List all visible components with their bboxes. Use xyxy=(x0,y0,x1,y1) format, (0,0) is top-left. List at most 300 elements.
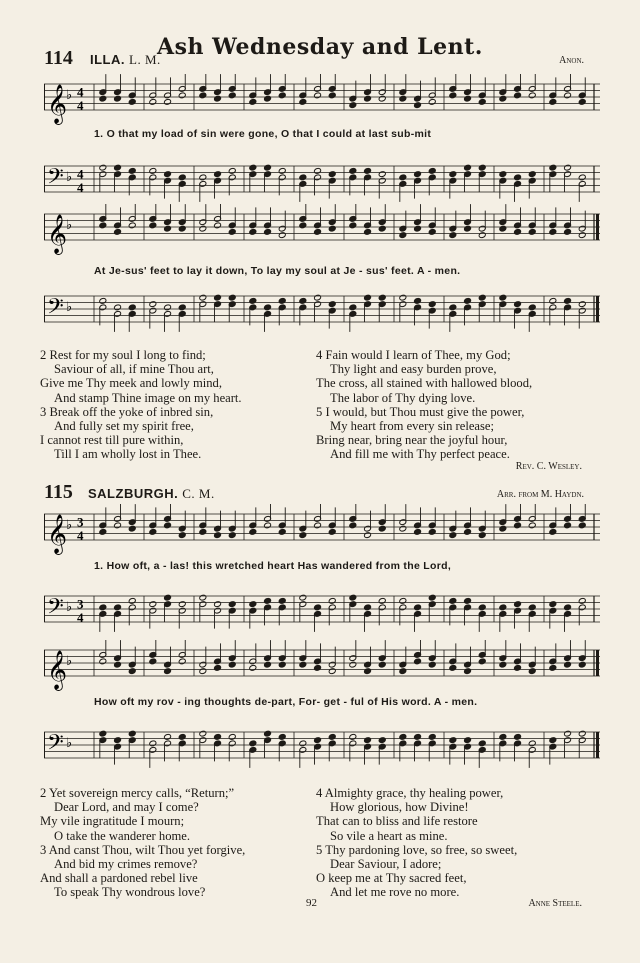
time-signature-icon: 3 xyxy=(77,596,84,612)
note-head xyxy=(114,304,122,311)
note-head xyxy=(199,174,207,181)
key-signature-flat-icon: ♭ xyxy=(66,600,73,615)
note-head xyxy=(228,228,236,235)
clef-icon: 𝄞 xyxy=(47,514,68,554)
verse-line: 5 Thy pardoning love, so free, so sweet, xyxy=(316,842,518,857)
note-head xyxy=(278,733,286,740)
note-head xyxy=(128,668,136,675)
note-head xyxy=(414,604,422,611)
note-head xyxy=(314,737,322,744)
note-head xyxy=(414,528,422,535)
time-signature-icon: 3 xyxy=(77,514,84,530)
note-head xyxy=(478,294,486,301)
note-head xyxy=(499,294,507,301)
note-head xyxy=(364,228,372,235)
note-head xyxy=(199,528,207,535)
note-head xyxy=(114,661,122,668)
verse-line: To speak Thy wondrous love? xyxy=(54,885,206,900)
note-head xyxy=(199,92,207,99)
key-signature-flat-icon: ♭ xyxy=(66,300,73,315)
note-head xyxy=(449,232,457,239)
note-head xyxy=(199,225,207,232)
note-head xyxy=(328,668,336,675)
note-head xyxy=(249,664,257,671)
note-head xyxy=(428,661,436,668)
note-head xyxy=(164,733,172,740)
note-head xyxy=(414,225,422,232)
note-head xyxy=(378,294,386,301)
note-head xyxy=(378,737,386,744)
note-head xyxy=(99,297,107,304)
tune-name: ILLA. L. M. xyxy=(90,52,161,67)
lyric-line: 1. How oft, a - las! this wretched heart Has wandered from the Lord, xyxy=(94,560,452,572)
verse-line: 3 And canst Thou, wilt Thou yet forgive, xyxy=(40,842,246,857)
note-head xyxy=(214,95,222,102)
note-head xyxy=(514,733,522,740)
note-head xyxy=(499,661,507,668)
note-head xyxy=(399,294,407,301)
note-head xyxy=(349,733,357,740)
note-head xyxy=(264,228,272,235)
note-head xyxy=(114,522,122,529)
note-head xyxy=(499,171,507,178)
hymn-114-heading xyxy=(44,46,584,70)
note-head xyxy=(414,658,422,665)
clef-icon: 𝄢 xyxy=(47,730,64,761)
note-head xyxy=(149,222,157,229)
note-head xyxy=(299,661,307,668)
note-head xyxy=(164,522,172,529)
note-head xyxy=(278,232,286,239)
note-head xyxy=(314,664,322,671)
note-head xyxy=(449,304,457,311)
note-head xyxy=(328,92,336,99)
page-header: Ash Wednesday and Lent. xyxy=(157,34,483,60)
time-signature-icon: 4 xyxy=(77,610,84,625)
note-head xyxy=(399,174,407,181)
note-head xyxy=(149,528,157,535)
note-head xyxy=(364,294,372,301)
time-signature-icon: 4 xyxy=(77,528,84,543)
note-head xyxy=(149,167,157,174)
note-head xyxy=(578,661,586,668)
note-head xyxy=(228,92,236,99)
note-head xyxy=(99,164,107,171)
verse-line: And let me rove no more. xyxy=(330,885,460,900)
hymn-114-verses xyxy=(40,348,600,468)
note-head xyxy=(564,730,572,737)
note-head xyxy=(178,658,186,665)
note-head xyxy=(564,522,572,529)
note-head xyxy=(578,98,586,105)
verse-line: 4 Fain would I learn of Thee, my God; xyxy=(316,348,511,362)
note-head xyxy=(228,661,236,668)
verse-column-left xyxy=(40,786,320,900)
note-head xyxy=(414,297,422,304)
note-head xyxy=(499,95,507,102)
note-head xyxy=(178,225,186,232)
note-head xyxy=(378,225,386,232)
note-head xyxy=(199,594,207,601)
key-signature-flat-icon: ♭ xyxy=(66,736,73,751)
note-head xyxy=(428,594,436,601)
note-head xyxy=(528,740,536,747)
note-head xyxy=(99,658,107,665)
note-head xyxy=(128,98,136,105)
note-head xyxy=(349,522,357,529)
note-head xyxy=(378,525,386,532)
verse-line: 5 I would, but Thou must give the power, xyxy=(316,404,525,419)
note-head xyxy=(249,164,257,171)
note-head xyxy=(214,601,222,608)
note-head xyxy=(528,604,536,611)
note-head xyxy=(514,228,522,235)
note-head xyxy=(428,228,436,235)
lyric-line: How oft my rov - ing thoughts de-part, For- get - ful of His word. A - men. xyxy=(94,696,478,708)
note-head xyxy=(549,664,557,671)
note-head xyxy=(214,222,222,229)
note-head xyxy=(478,740,486,747)
note-head xyxy=(578,174,586,181)
note-head xyxy=(164,594,172,601)
verse-line: 4 Almighty grace, thy healing power, xyxy=(316,786,504,800)
note-head xyxy=(114,164,122,171)
note-head xyxy=(499,733,507,740)
note-head xyxy=(114,604,122,611)
note-head xyxy=(128,304,136,311)
note-head xyxy=(349,661,357,668)
note-head xyxy=(314,228,322,235)
note-head xyxy=(449,171,457,178)
note-head xyxy=(99,95,107,102)
key-signature-flat-icon: ♭ xyxy=(66,88,73,103)
verse-line: My heart from every sin release; xyxy=(330,419,495,434)
note-head xyxy=(378,597,386,604)
note-head xyxy=(299,532,307,539)
note-head xyxy=(214,294,222,301)
note-head xyxy=(314,522,322,529)
note-head xyxy=(399,733,407,740)
note-head xyxy=(264,597,272,604)
hymn-115-verses xyxy=(40,786,600,900)
note-head xyxy=(149,98,157,105)
note-head xyxy=(478,604,486,611)
author-credit: Rev. C. Wesley. xyxy=(515,461,582,472)
note-head xyxy=(364,668,372,675)
verse-column-left xyxy=(40,348,320,462)
note-head xyxy=(514,92,522,99)
note-head xyxy=(549,601,557,608)
note-head xyxy=(349,304,357,311)
note-head xyxy=(264,730,272,737)
note-head xyxy=(99,222,107,229)
note-head xyxy=(214,733,222,740)
note-head xyxy=(149,601,157,608)
note-head xyxy=(149,658,157,665)
note-head xyxy=(128,167,136,174)
note-head xyxy=(328,225,336,232)
note-head xyxy=(249,297,257,304)
hymn-number: 115 xyxy=(44,481,73,503)
clef-icon: 𝄢 xyxy=(47,164,64,195)
note-head xyxy=(364,737,372,744)
note-head xyxy=(578,597,586,604)
note-head xyxy=(349,167,357,174)
verse-line: Till I am wholly lost in Thee. xyxy=(54,447,202,462)
note-head xyxy=(114,737,122,744)
note-head xyxy=(264,95,272,102)
note-head xyxy=(199,730,207,737)
note-head xyxy=(349,594,357,601)
clef-icon: 𝄞 xyxy=(47,214,68,254)
clef-icon: 𝄢 xyxy=(47,594,64,625)
note-head xyxy=(314,92,322,99)
note-head xyxy=(564,297,572,304)
note-head xyxy=(299,174,307,181)
hymn-115-heading xyxy=(44,480,584,504)
verse-line: 3 Break off the yoke of inbred sin, xyxy=(40,404,214,419)
note-head xyxy=(428,733,436,740)
verse-line: So vile a heart as mine. xyxy=(330,828,448,843)
verse-line: 2 Yet sovereign mercy calls, “Return;” xyxy=(40,786,235,800)
verse-line: How glorious, how Divine! xyxy=(330,800,469,815)
note-head xyxy=(328,733,336,740)
verse-line: And fill me with Thy perfect peace. xyxy=(330,447,510,462)
music-system xyxy=(44,74,600,202)
verse-line: Thy light and easy burden prove, xyxy=(330,362,497,377)
note-head xyxy=(364,604,372,611)
note-head xyxy=(178,304,186,311)
note-head xyxy=(99,528,107,535)
verse-line: O keep me at Thy sacred feet, xyxy=(316,871,467,886)
verse-line: My vile ingratitude I mourn; xyxy=(40,814,185,829)
note-head xyxy=(299,297,307,304)
note-head xyxy=(99,604,107,611)
note-head xyxy=(364,167,372,174)
note-head xyxy=(514,301,522,308)
note-head xyxy=(249,528,257,535)
note-head xyxy=(199,294,207,301)
clef-icon: 𝄞 xyxy=(47,84,68,124)
verse-line: O take the wanderer home. xyxy=(54,828,191,843)
note-head xyxy=(328,597,336,604)
note-head xyxy=(114,228,122,235)
final-barline xyxy=(596,650,599,676)
note-head xyxy=(414,102,422,109)
note-head xyxy=(99,730,107,737)
verse-line: And fully set my spirit free, xyxy=(54,419,194,434)
note-head xyxy=(564,604,572,611)
time-signature-icon: 4 xyxy=(77,98,84,113)
note-head xyxy=(464,668,472,675)
key-signature-flat-icon: ♭ xyxy=(66,170,73,185)
note-head xyxy=(249,601,257,608)
note-head xyxy=(549,297,557,304)
note-head xyxy=(564,164,572,171)
note-head xyxy=(128,222,136,229)
note-head xyxy=(464,737,472,744)
verse-line: Bring near, bring near the joyful hour, xyxy=(316,433,508,448)
note-head xyxy=(499,525,507,532)
note-head xyxy=(228,167,236,174)
time-signature-icon: 4 xyxy=(77,84,84,100)
meter: L. M. xyxy=(129,52,161,67)
verse-line: That can to bliss and life restore xyxy=(316,814,478,829)
verse-line: I cannot rest till pure within, xyxy=(40,433,184,448)
note-head xyxy=(128,525,136,532)
note-head xyxy=(299,740,307,747)
note-head xyxy=(549,164,557,171)
note-head xyxy=(378,661,386,668)
note-head xyxy=(364,532,372,539)
note-head xyxy=(278,92,286,99)
note-head xyxy=(349,222,357,229)
note-head xyxy=(449,737,457,744)
note-head xyxy=(464,225,472,232)
note-head xyxy=(378,95,386,102)
note-head xyxy=(464,297,472,304)
note-head xyxy=(478,232,486,239)
note-head xyxy=(428,301,436,308)
note-head xyxy=(549,98,557,105)
note-head xyxy=(564,92,572,99)
note-head xyxy=(164,225,172,232)
key-signature-flat-icon: ♭ xyxy=(66,218,73,233)
note-head xyxy=(214,171,222,178)
note-head xyxy=(114,95,122,102)
note-head xyxy=(164,171,172,178)
note-head xyxy=(278,597,286,604)
note-head xyxy=(249,740,257,747)
note-head xyxy=(299,222,307,229)
note-head xyxy=(449,597,457,604)
verse-line: Dear Lord, and may I come? xyxy=(54,800,199,815)
note-head xyxy=(464,597,472,604)
clef-icon: 𝄢 xyxy=(47,294,64,325)
note-head xyxy=(214,664,222,671)
note-head xyxy=(178,92,186,99)
note-head xyxy=(528,171,536,178)
note-head xyxy=(128,597,136,604)
note-head xyxy=(528,228,536,235)
note-head xyxy=(514,522,522,529)
note-head xyxy=(328,528,336,535)
verse-line: Give me Thy meek and lowly mind, xyxy=(40,376,222,391)
lyric-line: At Je-sus' feet to lay it down, To lay my soul at Je - sus' feet. A - men. xyxy=(94,265,461,277)
note-head xyxy=(228,294,236,301)
note-head xyxy=(528,522,536,529)
note-head xyxy=(164,304,172,311)
note-head xyxy=(378,171,386,178)
note-head xyxy=(278,661,286,668)
meter: C. M. xyxy=(182,486,215,501)
time-signature-icon: 4 xyxy=(77,166,84,182)
note-head xyxy=(128,730,136,737)
verse-line: 2 Rest for my soul I long to find; xyxy=(40,348,206,362)
note-head xyxy=(549,228,557,235)
note-head xyxy=(528,92,536,99)
note-head xyxy=(299,594,307,601)
music-system xyxy=(44,204,600,336)
verse-line: The labor of Thy dying love. xyxy=(330,390,476,405)
composer-credit: Arr. from M. Haydn. xyxy=(496,489,584,500)
note-head xyxy=(328,171,336,178)
note-head xyxy=(564,661,572,668)
note-head xyxy=(514,174,522,181)
note-head xyxy=(549,528,557,535)
note-head xyxy=(449,664,457,671)
note-head xyxy=(249,228,257,235)
verse-line: The cross, all stained with hallowed blood, xyxy=(316,376,533,391)
note-head xyxy=(464,95,472,102)
time-signature-icon: 4 xyxy=(77,180,84,195)
composer-credit: Anon. xyxy=(559,55,584,66)
note-head xyxy=(149,740,157,747)
note-head xyxy=(264,522,272,529)
note-head xyxy=(278,167,286,174)
note-head xyxy=(478,98,486,105)
note-head xyxy=(149,301,157,308)
verse-line: Saviour of all, if mine Thou art, xyxy=(54,362,214,377)
author-credit: Anne Steele. xyxy=(528,898,582,909)
tune-name: SALZBURGH. C. M. xyxy=(88,486,215,501)
note-head xyxy=(214,532,222,539)
note-head xyxy=(464,164,472,171)
note-head xyxy=(349,102,357,109)
note-head xyxy=(299,98,307,105)
note-head xyxy=(314,167,322,174)
note-head xyxy=(249,98,257,105)
note-head xyxy=(528,304,536,311)
note-head xyxy=(228,733,236,740)
note-head xyxy=(264,661,272,668)
final-barline xyxy=(596,732,599,758)
note-head xyxy=(399,95,407,102)
note-head xyxy=(178,532,186,539)
note-head xyxy=(478,164,486,171)
note-head xyxy=(399,668,407,675)
note-head xyxy=(228,532,236,539)
key-signature-flat-icon: ♭ xyxy=(66,518,73,533)
verse-column-right xyxy=(316,348,596,462)
note-head xyxy=(164,98,172,105)
note-head xyxy=(314,604,322,611)
page-number: 92 xyxy=(306,897,317,909)
note-head xyxy=(178,174,186,181)
note-head xyxy=(428,98,436,105)
note-head xyxy=(449,532,457,539)
verse-line: And shall a pardoned rebel live xyxy=(40,871,198,886)
lyric-line: 1. O that my load of sin were gone, O that I could at last sub-mit xyxy=(94,128,432,140)
note-head xyxy=(578,730,586,737)
note-head xyxy=(578,232,586,239)
verse-line: Dear Saviour, I adore; xyxy=(330,857,442,872)
note-head xyxy=(278,528,286,535)
verse-line: And bid my crimes remove? xyxy=(54,857,198,872)
note-head xyxy=(399,525,407,532)
verse-column-right xyxy=(316,786,596,900)
note-head xyxy=(499,225,507,232)
note-head xyxy=(278,297,286,304)
verse-line: And stamp Thine image on my heart. xyxy=(54,390,242,405)
note-head xyxy=(528,668,536,675)
note-head xyxy=(514,664,522,671)
clef-icon: 𝄞 xyxy=(47,650,68,690)
note-head xyxy=(264,304,272,311)
hymn-number: 114 xyxy=(44,47,73,69)
note-head xyxy=(514,601,522,608)
note-head xyxy=(564,228,572,235)
